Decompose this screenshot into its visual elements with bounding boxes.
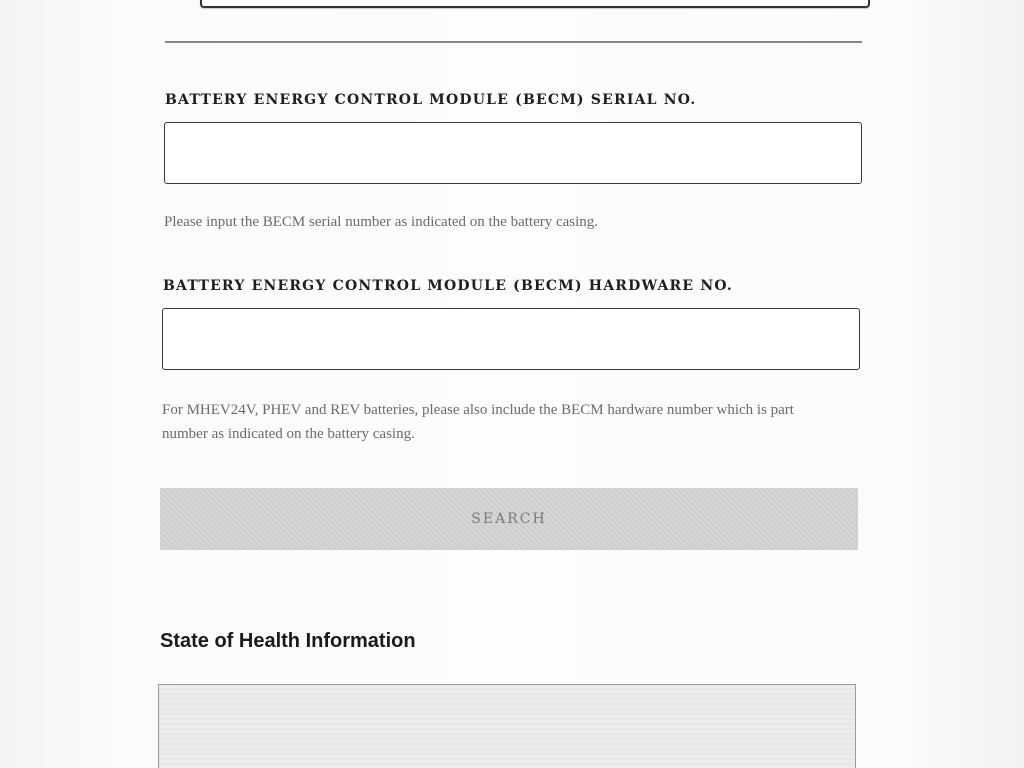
becm-serial-label: BATTERY ENERGY CONTROL MODULE (BECM) SERIAL NO. (165, 92, 697, 108)
section-divider (165, 41, 862, 43)
becm-serial-input[interactable] (164, 122, 862, 184)
previous-input-field[interactable] (200, 0, 870, 8)
becm-hardware-help-text: For MHEV24V, PHEV and REV batteries, please also include the BECM hardware number which is part number as indicated on the battery casing. (162, 402, 794, 442)
state-of-health-panel (158, 684, 856, 768)
state-of-health-title: State of Health Information (160, 630, 416, 652)
becm-hardware-label: BATTERY ENERGY CONTROL MODULE (BECM) HARDWARE NO. (163, 278, 733, 294)
search-button[interactable]: SEARCH (160, 488, 858, 550)
becm-serial-help-text: Please input the BECM serial number as indicated on the battery casing. (164, 214, 599, 230)
becm-hardware-input[interactable] (162, 308, 860, 370)
